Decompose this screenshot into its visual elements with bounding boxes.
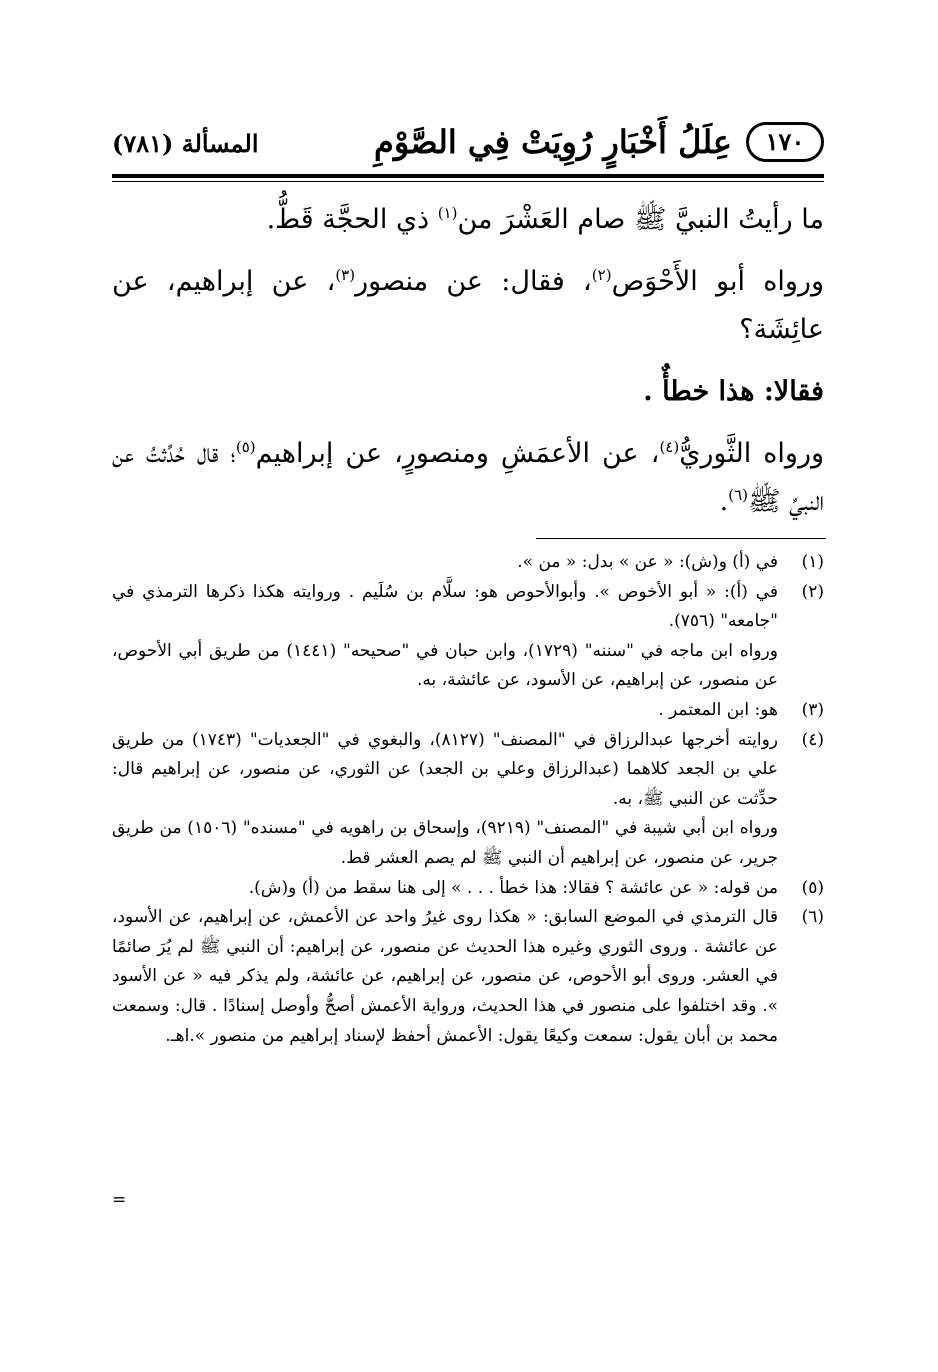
footnote-ref: (٥) [235,438,256,456]
footnote-line: روايته أخرجها عبدالرزاق في "المصنف" (٨١٢٧)، والبغوي في "الجعديات" (١٧٤٣) من طريق علي بن الجعد كلاهما (عبدالرزاق وعلي بن الجعد) عن الثوري، عن منصور، عن إبراهيم قال: حدِّثت عن النبي ﷺ، به. [112,729,778,809]
footnote-number: (٦) [801,907,824,928]
footnote-ref: (٦) [728,486,748,504]
text-run: ، فقال: عن منصور [355,266,592,297]
text-run: ورواه أبو الأَحْوَص [611,266,824,297]
footnotes [112,548,824,1051]
text-run: ورواه الثَّوريُّ [679,438,825,469]
header-rule-thin [112,181,824,182]
footnote-line: ورواه ابن أبي شيبة في "المصنف" (٩٢١٩)، وإسحاق بن راهويه في "مسنده" (١٥٠٦) من طريق جرير، عن منصور، عن إبراهيم أن النبي ﷺ لم يصم العشر قط. [112,818,779,868]
footnote-separator [536,538,826,539]
page-header [112,118,824,172]
issue-label: المسألة (٧٨١) [112,129,259,158]
footnote-4 [112,726,824,874]
footnote-5 [112,874,824,904]
footnote-ref: (٣) [335,266,356,284]
footnote-body [112,874,778,904]
text-run: ، عن إبراهيم، عن عائِشَة؟ [112,266,824,345]
footnote-6 [112,903,824,1051]
paragraph-4 [112,430,824,526]
footnote-body [112,548,778,578]
footnote-line: في (أ) و(ش): « عن » بدل: « من ». [517,552,778,572]
text-run: ؛ قال حُدِّثتُ عن النبيِّ ﷺ [112,438,824,517]
paragraph-1 [112,196,824,244]
text-run: ما رأيتُ النبيَّ ﷺ صام العَشْرَ من [457,204,824,235]
footnote-ref: (١) [437,204,458,222]
text-run: ، عن الأعمَشِ ومنصورٍ، عن إبراهيم [255,438,660,469]
footnote-body [112,903,778,1051]
book-title: عِلَلُ أَخْبَارٍ رُوِيَتْ فِي الصَّوْمِ [374,123,732,161]
footnote-line: في (أ): « أبو الأخوص ». وأبوالأحوص هو: سلَّام بن سُلَيم . وروايته هكذا ذكرها الترمذي في "جامعه" (٧٥٦). [112,581,778,632]
paragraph-2 [112,258,824,354]
footnote-body [112,696,778,726]
footnote-number: (٥) [801,877,824,898]
text-run: . [719,486,729,517]
footnote-2 [112,578,824,696]
text-run: ذي الحجَّة قَطُّ. [266,204,438,235]
paragraph-3: فقالا: هذا خطأٌ . [643,376,824,407]
footnote-ref: (٢) [591,266,612,284]
footnote-body [112,578,778,696]
footnote-line: من قوله: « عن عائشة ؟ فقالا: هذا خطأ . . . » إلى هنا سقط من (أ) و(ش). [248,877,778,898]
footnote-number: (٢) [801,581,824,602]
page-number: ١٧٠ [746,122,824,162]
footnote-3 [112,696,824,726]
footnote-line: قال الترمذي في الموضع السابق: « هكذا روى غيرُ واحد عن الأعمش، عن إبراهيم، عن الأسود، عن عائشة . وروى الثوري وغيره هذا الحديث عن منصور، عن إبراهيم: أن النبي ﷺ لم يُرَ صائمًا في العشر. وروى أبو الأحوص، عن منصور، عن إبراهيم، عن عائشة، ولم يذكر فيه « عن الأسود ». وقد اختلفوا على منصور في هذا الحديث، ورواية الأعمش أصحُّ وأوصل إسنادًا . قال: وسمعت محمد بن أبان يقول: سمعت وكيعًا يقول: الأعمش أحفظ لإسناد إبراهيم من منصور ».اهـ. [112,907,778,1046]
footnote-line: هو: ابن المعتمر . [658,699,778,720]
footnote-line: ورواه ابن ماجه في "سننه" (١٧٢٩)، وابن حبان في "صحيحه" (١٤٤١) من طريق أبي الأحوص، عن منصور، عن إبراهيم، عن الأسود، عن عائشة، به. [112,640,778,691]
footnote-number: (٣) [801,699,824,720]
footnote-number: (١) [801,552,824,572]
main-text [112,196,824,540]
footnote-ref: (٤) [659,438,680,456]
footnote-number: (٤) [801,729,824,750]
footnote-body [112,726,778,874]
footnote-1 [112,548,824,578]
header-rule-thick [112,174,824,178]
continuation-marker: = [112,1190,127,1210]
